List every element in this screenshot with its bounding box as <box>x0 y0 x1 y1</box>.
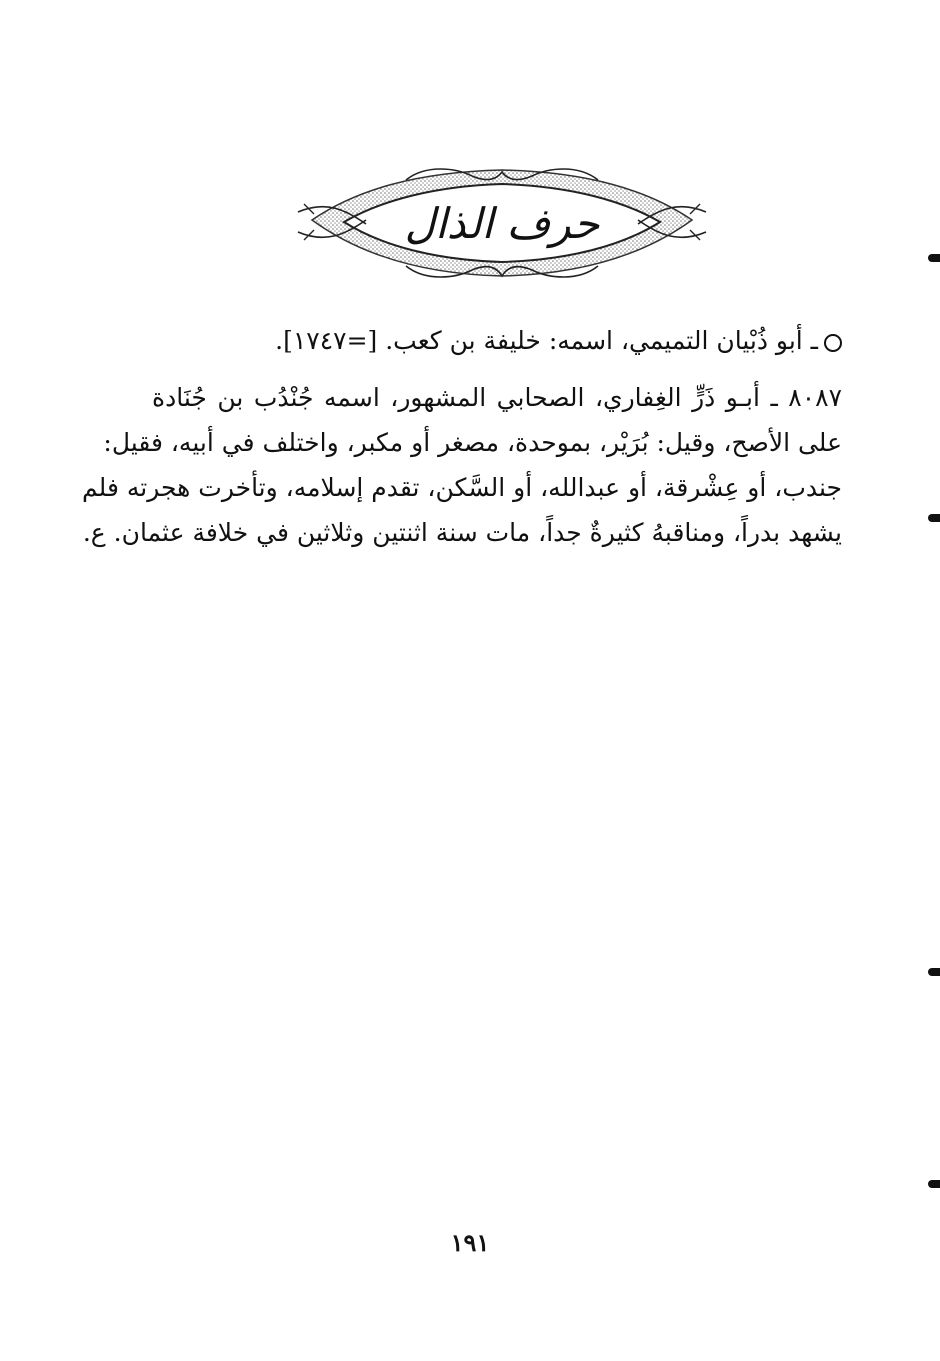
edge-scan-mark <box>928 254 940 262</box>
cross-reference-text: ـ أبو ذُبْيان التميمي، اسمه: خليفة بن كعب. [=١٧٤٧]. <box>275 326 818 355</box>
edge-scan-mark <box>928 968 940 976</box>
page-number: ١٩١ <box>450 1228 490 1257</box>
entry-line: ٨٠٨٧ ـ أبـو ذَرٍّ الغِفاري، الصحابي المشهور، اسمه جُنْدُب بن جُنَادة <box>152 383 842 412</box>
circle-marker-icon <box>824 334 842 352</box>
chapter-title: حرف الذال <box>404 199 600 248</box>
entry-line: يشهد بدراً، ومناقبهُ كثيرةٌ جداً، مات سنة اثنتين وثلاثين في خلافة عثمان. ع. <box>82 518 842 547</box>
cross-reference-entry <box>222 318 842 363</box>
edge-scan-mark <box>928 514 940 522</box>
edge-scan-mark <box>928 1180 940 1188</box>
entry-line: جندب، أو عِشْرقة، أو عبدالله، أو السَّكن، تقدم إسلامه، وتأخرت هجرته فلم <box>82 473 842 502</box>
main-entry <box>82 375 842 555</box>
entry-line: على الأصح، وقيل: بُرَيْر، بموحدة، مصغر أو مكبر، واختلف في أبيه، فقيل: <box>103 428 842 457</box>
chapter-heading-ornament <box>296 160 708 288</box>
